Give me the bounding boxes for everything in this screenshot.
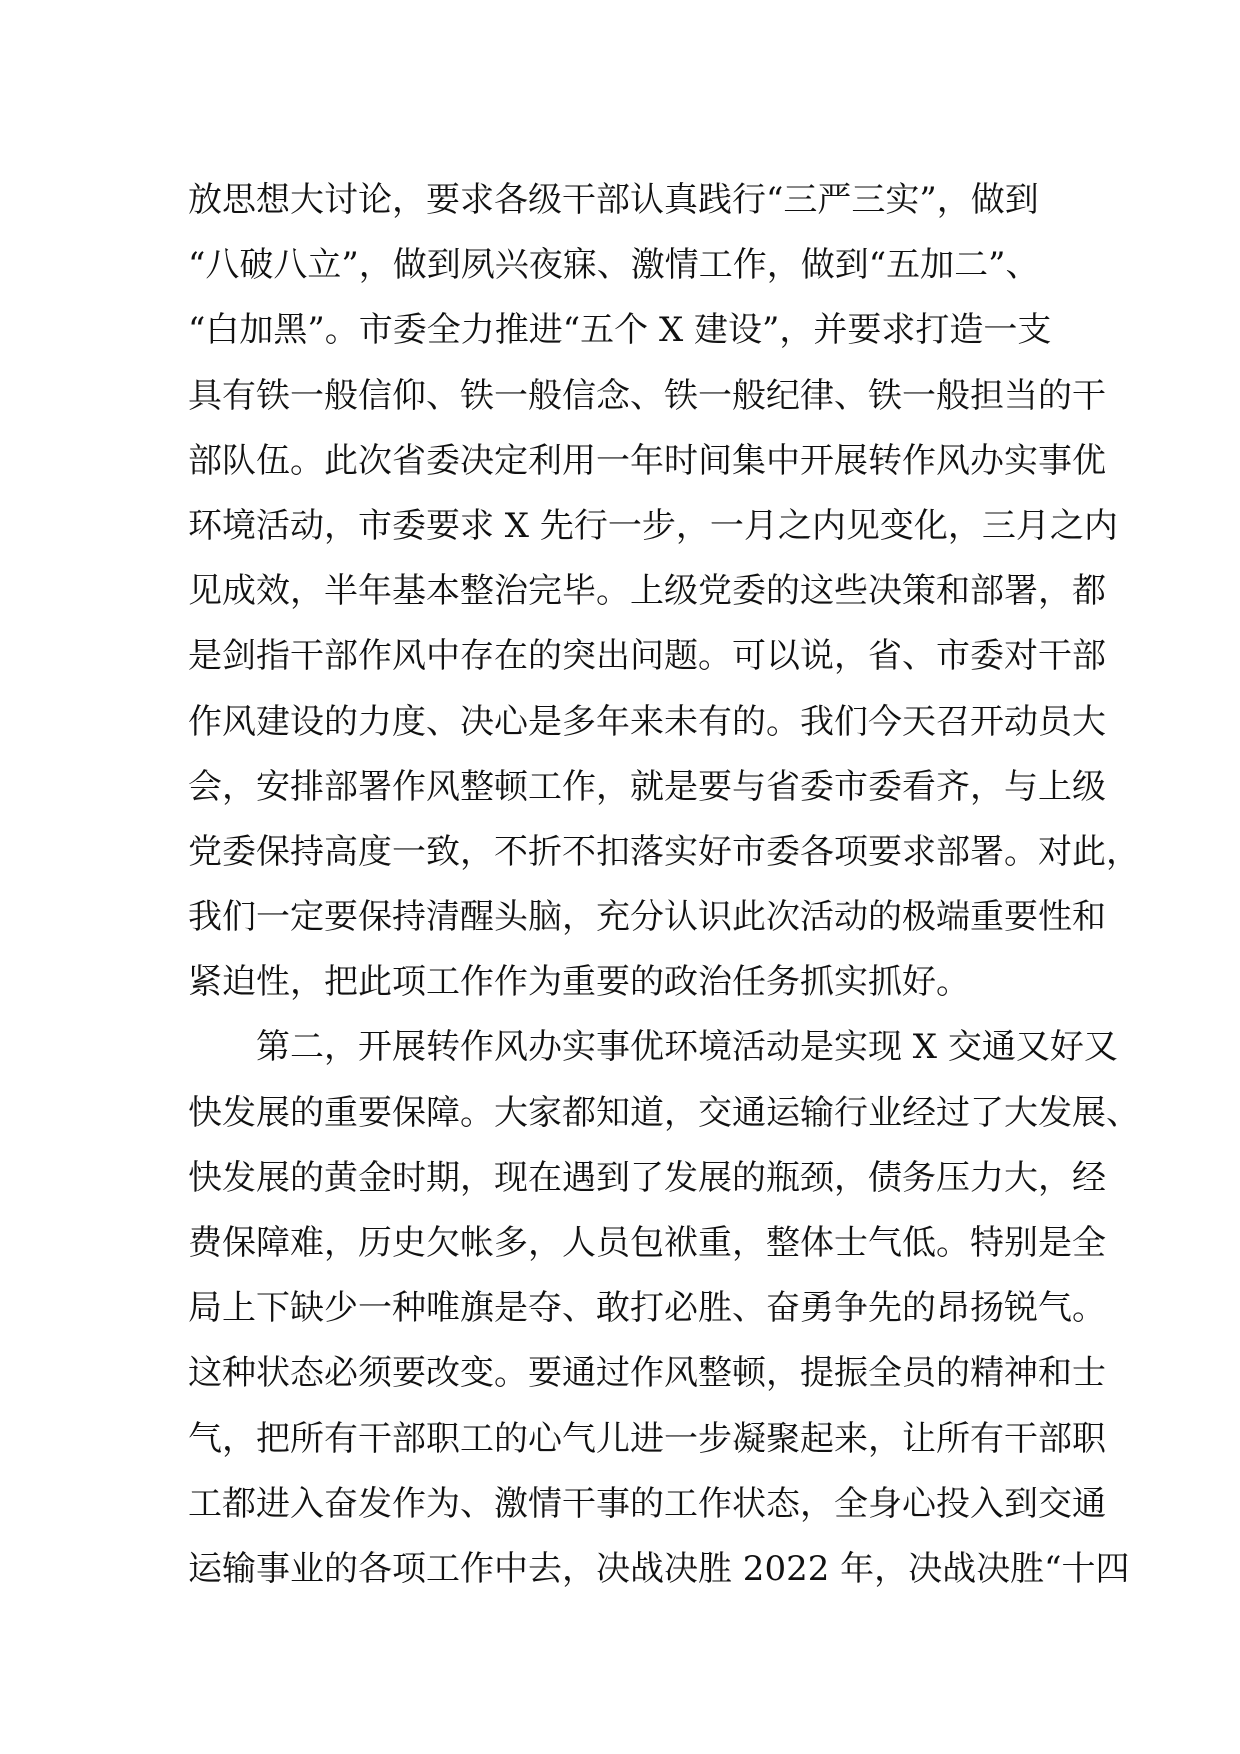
text-line: 作风建设的力度、决心是多年来未有的。我们今天召开动员大 bbox=[188, 701, 1106, 742]
text-line: 环境活动，市委要求 X 先行一步，一月之内见变化，三月之内 bbox=[188, 505, 1118, 546]
text-line: 见成效，半年基本整治完毕。上级党委的这些决策和部署，都 bbox=[188, 571, 1106, 612]
text-line: 紧迫性，把此项工作作为重要的政治任务抓实抓好。 bbox=[188, 962, 970, 1003]
text-line: 会，安排部署作风整顿工作，就是要与省委市委看齐，与上级 bbox=[188, 766, 1106, 807]
text-line: 这种状态必须要改变。要通过作风整顿，提振全员的精神和士 bbox=[188, 1353, 1106, 1394]
text-line: 快发展的黄金时期，现在遇到了发展的瓶颈，债务压力大，经 bbox=[188, 1157, 1106, 1198]
text-line: 党委保持高度一致，不折不扣落实好市委各项要求部署。对此， bbox=[188, 831, 1140, 872]
text-line: 局上下缺少一种唯旗是夺、敢打必胜、奋勇争先的昂扬锐气。 bbox=[188, 1288, 1106, 1329]
text-line: 是剑指干部作风中存在的突出问题。可以说，省、市委对干部 bbox=[188, 636, 1106, 677]
text-line: 运输事业的各项工作中去，决战决胜 2022 年，决战决胜“十四 bbox=[188, 1548, 1130, 1589]
document-body-text bbox=[188, 168, 1140, 1602]
text-line: “白加黑”。市委全力推进“五个 X 建设”，并要求打造一支 bbox=[188, 310, 1052, 351]
text-line: 部队伍。此次省委决定利用一年时间集中开展转作风办实事优 bbox=[188, 440, 1106, 481]
text-line: 快发展的重要保障。大家都知道，交通运输行业经过了大发展、 bbox=[188, 1092, 1140, 1133]
text-line: 我们一定要保持清醒头脑，充分认识此次活动的极端重要性和 bbox=[188, 897, 1106, 938]
text-line: 气，把所有干部职工的心气儿进一步凝聚起来，让所有干部职 bbox=[188, 1418, 1106, 1459]
text-line: 放思想大讨论，要求各级干部认真践行“三严三实”，做到 bbox=[188, 180, 1039, 220]
text-line: 具有铁一般信仰、铁一般信念、铁一般纪律、铁一般担当的干 bbox=[188, 375, 1106, 416]
text-line: 工都进入奋发作为、激情干事的工作状态，全身心投入到交通 bbox=[188, 1483, 1106, 1524]
paragraph-start-line: 第二，开展转作风办实事优环境活动是实现 X 交通又好又 bbox=[188, 1027, 1118, 1068]
text-line: “八破八立”，做到夙兴夜寐、激情工作，做到“五加二”、 bbox=[188, 245, 1040, 286]
text-line: 费保障难，历史欠帐多，人员包袱重，整体士气低。特别是全 bbox=[188, 1223, 1106, 1263]
